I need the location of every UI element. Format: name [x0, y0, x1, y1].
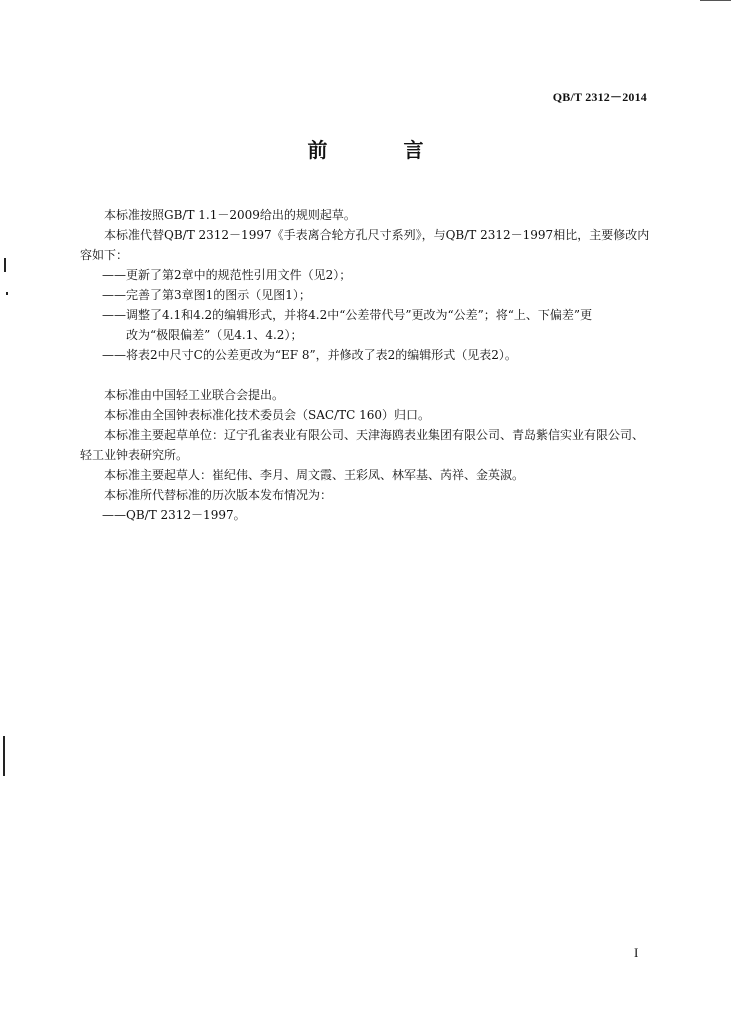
paragraph-drafters: 本标准主要起草人：崔纪伟、李月、周文霞、王彩凤、林军基、芮祥、金英淑。 [104, 468, 525, 482]
scan-mark [6, 292, 8, 295]
page-number: I [634, 945, 639, 960]
scan-mark [700, 0, 731, 1]
paragraph-drafting-rules: 本标准按照GB/T 1.1－2009给出的规则起草。 [104, 208, 356, 222]
page-title: 前 言 [307, 138, 452, 162]
history-item: ——QB/T 2312－1997。 [102, 508, 246, 522]
document-body [80, 205, 650, 525]
scan-mark [4, 258, 6, 272]
paragraph-proposer: 本标准由中国轻工业联合会提出。 [104, 388, 285, 402]
document-code: QB/T 2312－2014 [552, 90, 647, 104]
change-item-4: ——将表2中尺寸C的公差更改为“EF 8”，并修改了表2的编辑形式（见表2）。 [102, 348, 517, 362]
change-item-2: ——完善了第3章图1的图示（见图1）； [102, 288, 311, 302]
paragraph-replacement: 本标准代替QB/T 2312－1997《手表离合轮方孔尺寸系列》，与QB/T 2312－1997相比，主要修改内容如下： [80, 228, 650, 262]
paragraph-administrator: 本标准由全国钟表标准化技术委员会（SAC/TC 160）归口。 [104, 408, 431, 422]
change-item-1: ——更新了第2章中的规范性引用文件（见2）； [102, 268, 352, 282]
paragraph-drafting-units: 本标准主要起草单位：辽宁孔雀表业有限公司、天津海鸥表业集团有限公司、青岛紫信实业有限公司、轻工业钟表研究所。 [80, 428, 645, 462]
change-item-3: ——调整了4.1和4.2的编辑形式，并将4.2中“公差带代号”更改为“公差”；将“上、下偏差”更 [102, 308, 593, 322]
paragraph-history: 本标准所代替标准的历次版本发布情况为： [104, 488, 333, 502]
change-item-3-continued: 改为“极限偏差”（见4.1、4.2）； [126, 328, 303, 342]
scan-mark [3, 736, 5, 776]
